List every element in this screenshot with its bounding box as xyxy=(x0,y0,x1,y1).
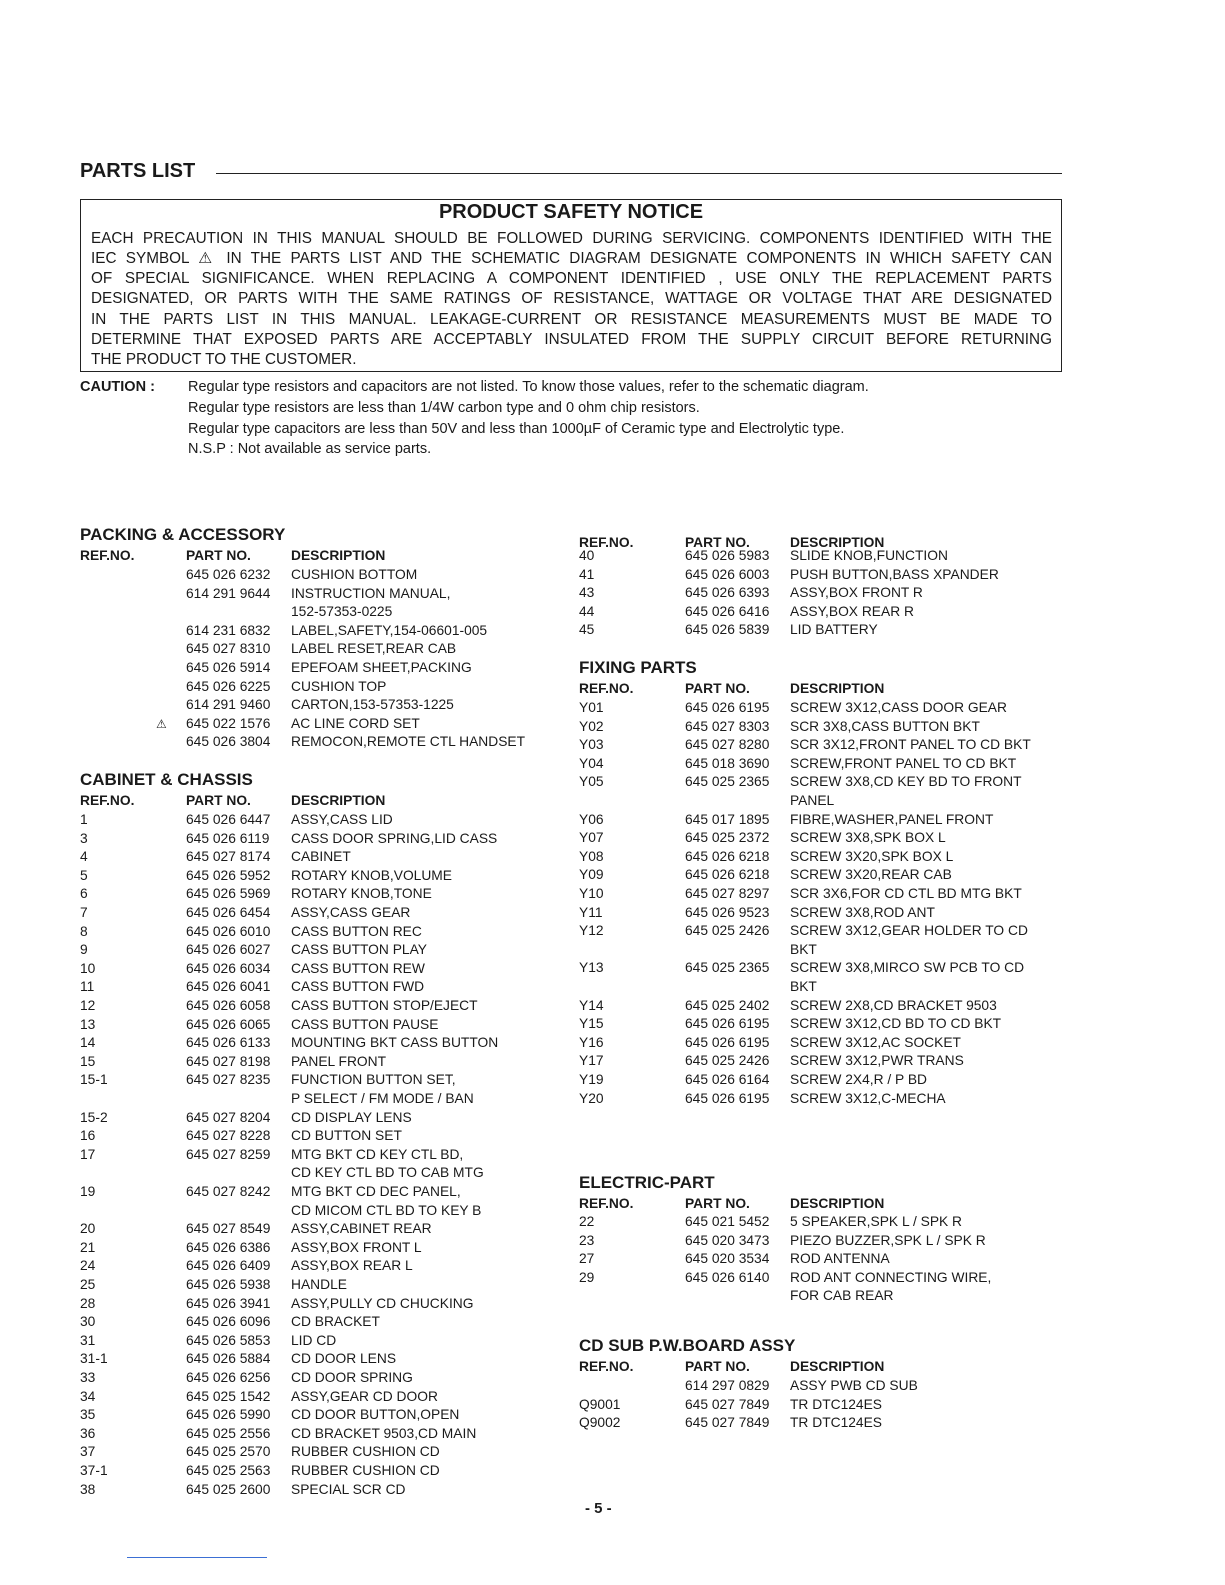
description: TR DTC124ES xyxy=(790,1415,883,1431)
part-no: 645 027 8310 xyxy=(186,641,271,657)
ref-no: Y09 xyxy=(579,867,604,883)
header-ref: REF.NO. xyxy=(80,793,135,808)
ref-no: 23 xyxy=(579,1232,595,1248)
ref-no: 15-2 xyxy=(80,1109,108,1125)
part-no: 645 026 6010 xyxy=(186,923,271,939)
part-no: 645 021 5452 xyxy=(685,1214,770,1229)
part-no: 645 026 6195 xyxy=(685,1090,770,1106)
description: ROD ANTENNA xyxy=(790,1251,890,1267)
ref-no: Y11 xyxy=(579,904,603,920)
description: CD DOOR BUTTON,OPEN xyxy=(291,1407,460,1423)
description: CASS DOOR SPRING,LID CASS xyxy=(291,830,498,846)
page-number: - 5 - xyxy=(585,1500,612,1517)
description: RUBBER CUSHION CD xyxy=(291,1444,440,1460)
description: TR DTC124ES xyxy=(790,1396,883,1412)
description: INSTRUCTION MANUAL, xyxy=(291,585,451,601)
part-no: 645 027 8242 xyxy=(186,1184,271,1199)
header-desc: DESCRIPTION xyxy=(790,1359,885,1374)
caution-line: Regular type resistors are less than 1/4W carbon type and 0 ohm chip resistors. xyxy=(188,400,700,416)
description: BKT xyxy=(790,941,817,957)
header-part: PART NO. xyxy=(186,793,251,808)
description: SCREW 3X12,GEAR HOLDER TO CD xyxy=(790,923,1028,939)
ref-no: 12 xyxy=(80,998,96,1013)
ref-no: Y12 xyxy=(579,923,604,939)
part-no: 645 026 6003 xyxy=(685,566,770,582)
ref-no: Y14 xyxy=(579,997,604,1013)
ref-no: 28 xyxy=(80,1295,96,1311)
ref-no: 24 xyxy=(80,1258,96,1274)
ref-no: 37 xyxy=(80,1444,96,1460)
description: ASSY,GEAR CD DOOR xyxy=(291,1388,438,1404)
safety-warning-icon: ⚠ xyxy=(156,716,167,731)
ref-no: 3 xyxy=(80,830,88,846)
description: MOUNTING BKT CASS BUTTON xyxy=(291,1035,499,1051)
header-part: PART NO. xyxy=(685,1196,750,1211)
part-no: 645 026 6218 xyxy=(685,867,770,883)
description: ASSY PWB CD SUB xyxy=(790,1378,918,1393)
description: PANEL xyxy=(790,793,835,808)
description: RUBBER CUSHION CD xyxy=(291,1463,440,1478)
description: ASSY,BOX FRONT L xyxy=(291,1239,422,1255)
description: CASS BUTTON FWD xyxy=(291,979,425,995)
description: SCREW 3X8,MIRCO SW PCB TO CD xyxy=(790,960,1025,976)
link-underline xyxy=(127,1557,267,1558)
caution-label: CAUTION : xyxy=(80,379,155,395)
ref-no: 1 xyxy=(80,812,88,827)
ref-no: 14 xyxy=(80,1035,96,1051)
part-no: 645 026 6416 xyxy=(685,603,770,619)
ref-no: Y08 xyxy=(579,848,604,864)
part-no: 645 018 3690 xyxy=(685,755,770,771)
ref-no: 31 xyxy=(80,1332,96,1348)
part-no: 645 026 6065 xyxy=(186,1016,271,1032)
part-no: 645 026 6454 xyxy=(186,905,271,920)
part-no: 645 017 1895 xyxy=(685,811,770,827)
description: ROD ANT CONNECTING WIRE, xyxy=(790,1269,992,1285)
description: CD DOOR LENS xyxy=(291,1351,397,1367)
header-ref: REF.NO. xyxy=(579,1359,634,1374)
ref-no: Y17 xyxy=(579,1053,604,1069)
ref-no: 20 xyxy=(80,1221,96,1237)
part-no: 645 026 6447 xyxy=(186,812,271,827)
header-ref: REF.NO. xyxy=(80,548,135,563)
ref-no: 15-1 xyxy=(80,1072,108,1088)
part-no: 645 025 2563 xyxy=(186,1463,271,1478)
part-no: 645 026 5938 xyxy=(186,1277,271,1292)
ref-no: 40 xyxy=(579,548,595,563)
part-no: 645 026 5839 xyxy=(685,622,770,638)
caution-line: Regular type capacitors are less than 50V and less than 1000µF of Ceramic type and Electrolytic type. xyxy=(188,421,845,437)
ref-no: 15 xyxy=(80,1053,96,1069)
description: CASS BUTTON REW xyxy=(291,960,425,976)
part-no: 645 027 8259 xyxy=(186,1146,271,1162)
part-no: 645 026 5914 xyxy=(186,660,271,675)
part-no: 645 026 5884 xyxy=(186,1351,271,1367)
ref-no: Y13 xyxy=(579,960,604,976)
part-no: 645 026 6027 xyxy=(186,942,271,958)
description: CASS BUTTON REC xyxy=(291,923,422,939)
description: 152-57353-0225 xyxy=(291,604,393,620)
ref-no: 16 xyxy=(80,1128,96,1144)
ref-no: 37-1 xyxy=(80,1463,108,1478)
part-no: 645 025 2600 xyxy=(186,1481,271,1497)
description: CD MICOM CTL BD TO KEY B xyxy=(291,1202,482,1218)
ref-no: Y06 xyxy=(579,811,604,827)
part-no: 645 026 6232 xyxy=(186,567,271,582)
description: SCREW 3X12,AC SOCKET xyxy=(790,1034,961,1050)
section-title: FIXING PARTS xyxy=(579,658,697,677)
part-no: 645 025 2365 xyxy=(685,774,770,790)
ref-no: 45 xyxy=(579,622,595,638)
part-no: 645 026 6409 xyxy=(186,1258,271,1274)
section-title: PACKING & ACCESSORY xyxy=(80,525,286,544)
description: CABINET xyxy=(291,849,351,865)
part-no: 645 026 6386 xyxy=(186,1239,271,1255)
header-ref: REF.NO. xyxy=(579,535,634,550)
part-no: 645 025 2570 xyxy=(186,1444,271,1460)
description: CD BUTTON SET xyxy=(291,1128,402,1144)
ref-no: Y16 xyxy=(579,1034,604,1050)
header-part: PART NO. xyxy=(685,535,750,550)
ref-no: 34 xyxy=(80,1388,96,1404)
header-desc: DESCRIPTION xyxy=(790,1196,885,1211)
ref-no: Q9002 xyxy=(579,1415,621,1431)
description: 5 SPEAKER,SPK L / SPK R xyxy=(790,1214,963,1229)
ref-no: Y02 xyxy=(579,718,604,734)
header-desc: DESCRIPTION xyxy=(291,548,386,563)
description: REMOCON,REMOTE CTL HANDSET xyxy=(291,734,526,750)
description: SCREW 2X4,R / P BD xyxy=(790,1072,927,1087)
header-desc: DESCRIPTION xyxy=(790,535,885,550)
ref-no: Y15 xyxy=(579,1016,604,1032)
ref-no: 38 xyxy=(80,1481,96,1497)
description: BKT xyxy=(790,979,817,994)
part-no: 614 291 9460 xyxy=(186,697,271,713)
part-no: 645 026 5983 xyxy=(685,548,770,563)
part-no: 645 026 6034 xyxy=(186,960,271,976)
part-no: 645 026 6058 xyxy=(186,998,271,1013)
ref-no: 13 xyxy=(80,1016,96,1032)
notice-line: OF SPECIAL SIGNIFICANCE. WHEN REPLACING A COMPONENT IDENTIFIED , USE ONLY THE REPLACEMENT PARTS xyxy=(91,270,1052,287)
notice-line: DETERMINE THAT EXPOSED PARTS ARE ACCEPTABLY INSULATED FROM THE SUPPLY CIRCUIT BEFORE RETURNING xyxy=(91,331,1052,348)
part-no: 645 026 6225 xyxy=(186,678,271,694)
caution-line: N.S.P : Not available as service parts. xyxy=(188,441,432,457)
header-part: PART NO. xyxy=(685,681,750,696)
description: SCREW 3X12,CASS DOOR GEAR xyxy=(790,700,1007,715)
part-no: 645 027 8198 xyxy=(186,1053,271,1069)
part-no: 645 020 3473 xyxy=(685,1232,770,1248)
description: CD BRACKET xyxy=(291,1314,380,1330)
description: ASSY,CASS LID xyxy=(291,812,393,827)
description: CASS BUTTON PAUSE xyxy=(291,1016,439,1032)
part-no: 645 027 8228 xyxy=(186,1128,271,1144)
notice-line: IEC SYMBOL ⚠ IN THE PARTS LIST AND THE SCHEMATIC DIAGRAM DESIGNATE COMPONENTS IN WHICH SAFETY CAN xyxy=(91,250,1052,267)
description: SCREW 3X20,REAR CAB xyxy=(790,867,952,883)
ref-no: 10 xyxy=(80,960,96,976)
description: CASS BUTTON PLAY xyxy=(291,942,427,958)
section-title: CABINET & CHASSIS xyxy=(80,770,253,789)
ref-no: 5 xyxy=(80,867,88,883)
description: ASSY,CABINET REAR xyxy=(291,1221,432,1237)
part-no: 645 025 2402 xyxy=(685,997,770,1013)
part-no: 645 027 8174 xyxy=(186,849,271,865)
header-ref: REF.NO. xyxy=(579,681,634,696)
part-no: 645 026 6164 xyxy=(685,1072,770,1087)
description: FIBRE,WASHER,PANEL FRONT xyxy=(790,811,994,827)
header-ref: REF.NO. xyxy=(579,1196,634,1211)
part-no: 645 026 6195 xyxy=(685,700,770,715)
section-title: ELECTRIC-PART xyxy=(579,1173,715,1192)
ref-no: 25 xyxy=(80,1277,96,1292)
ref-no: 11 xyxy=(80,979,95,995)
description: LID BATTERY xyxy=(790,622,878,638)
part-no: 645 027 7849 xyxy=(685,1396,770,1412)
ref-no: Y19 xyxy=(579,1072,604,1087)
part-no: 645 026 5853 xyxy=(186,1332,271,1348)
description: SCREW 3X8,CD KEY BD TO FRONT xyxy=(790,774,1022,790)
ref-no: 41 xyxy=(579,566,595,582)
description: CARTON,153-57353-1225 xyxy=(291,697,454,713)
description: AC LINE CORD SET xyxy=(291,715,420,731)
ref-no: Y07 xyxy=(579,830,604,846)
part-no: 645 020 3534 xyxy=(685,1251,770,1267)
notice-line: EACH PRECAUTION IN THIS MANUAL SHOULD BE FOLLOWED DURING SERVICING. COMPONENTS IDENTIFIED WITH THE xyxy=(91,230,1052,247)
ref-no: 44 xyxy=(579,603,595,619)
description: SCREW 3X20,SPK BOX L xyxy=(790,848,954,864)
part-no: 645 025 2426 xyxy=(685,923,770,939)
part-no: 645 025 2556 xyxy=(186,1425,271,1441)
description: SCREW 3X12,PWR TRANS xyxy=(790,1053,964,1069)
ref-no: 31-1 xyxy=(80,1351,108,1367)
description: CD DISPLAY LENS xyxy=(291,1109,412,1125)
description: SCREW,FRONT PANEL TO CD BKT xyxy=(790,755,1017,771)
ref-no: 27 xyxy=(579,1251,595,1267)
safety-notice-box xyxy=(80,199,1062,372)
ref-no: 6 xyxy=(80,886,88,902)
ref-no: 9 xyxy=(80,942,88,958)
description: MTG BKT CD DEC PANEL, xyxy=(291,1184,461,1199)
description: SCR 3X8,CASS BUTTON BKT xyxy=(790,718,980,734)
part-no: 645 026 5952 xyxy=(186,867,271,883)
ref-no: 33 xyxy=(80,1370,96,1385)
description: ASSY,BOX REAR R xyxy=(790,603,914,619)
part-no: 614 231 6832 xyxy=(186,622,271,638)
description: SCREW 3X8,SPK BOX L xyxy=(790,830,946,846)
notice-line: DESIGNATED, OR PARTS WITH THE SAME RATINGS OF RESISTANCE, WATTAGE OR VOLTAGE THAT ARE DESIGNATED xyxy=(91,290,1052,307)
ref-no: 29 xyxy=(579,1269,595,1285)
part-no: 645 026 9523 xyxy=(685,904,770,920)
description: SCR 3X12,FRONT PANEL TO CD BKT xyxy=(790,737,1031,753)
part-no: 645 027 8303 xyxy=(685,718,770,734)
part-no: 645 026 6195 xyxy=(685,1034,770,1050)
description: LABEL,SAFETY,154-06601-005 xyxy=(291,622,488,638)
description: CASS BUTTON STOP/EJECT xyxy=(291,998,478,1013)
part-no: 645 026 6218 xyxy=(685,848,770,864)
ref-no: 21 xyxy=(80,1239,96,1255)
part-no: 645 026 6195 xyxy=(685,1016,770,1032)
part-no: 645 027 8204 xyxy=(186,1109,271,1125)
description: ASSY,BOX FRONT R xyxy=(790,585,923,601)
part-no: 645 027 8235 xyxy=(186,1072,271,1088)
header-part: PART NO. xyxy=(186,548,251,563)
description: ASSY,BOX REAR L xyxy=(291,1258,413,1274)
ref-no: 4 xyxy=(80,849,88,865)
description: CD KEY CTL BD TO CAB MTG xyxy=(291,1165,484,1181)
description: HANDLE xyxy=(291,1277,347,1292)
description: SCREW 2X8,CD BRACKET 9503 xyxy=(790,997,997,1013)
part-no: 645 025 2372 xyxy=(685,830,770,846)
part-no: 645 026 3804 xyxy=(186,734,271,750)
part-no: 645 026 3941 xyxy=(186,1295,271,1311)
description: LABEL RESET,REAR CAB xyxy=(291,641,457,657)
description: LID CD xyxy=(291,1332,337,1348)
description: PANEL FRONT xyxy=(291,1053,387,1069)
page-title: PARTS LIST xyxy=(80,160,196,182)
description: PIEZO BUZZER,SPK L / SPK R xyxy=(790,1232,986,1248)
description: CD DOOR SPRING xyxy=(291,1370,413,1385)
caution-line: Regular type resistors and capacitors are not listed. To know those values, refer to the schematic diagram. xyxy=(188,379,869,395)
part-no: 645 027 8549 xyxy=(186,1221,271,1237)
description: SCREW 3X8,ROD ANT xyxy=(790,904,935,920)
part-no: 645 026 6393 xyxy=(685,585,770,601)
description: SCREW 3X12,C-MECHA xyxy=(790,1090,946,1106)
ref-no: Y04 xyxy=(579,755,604,771)
description: FOR CAB REAR xyxy=(790,1288,894,1304)
description: P SELECT / FM MODE / BAN xyxy=(291,1091,474,1106)
description: CUSHION TOP xyxy=(291,678,387,694)
header-desc: DESCRIPTION xyxy=(790,681,885,696)
description: ASSY,PULLY CD CHUCKING xyxy=(291,1295,474,1311)
description: MTG BKT CD KEY CTL BD, xyxy=(291,1146,464,1162)
notice-line: IN THE PARTS LIST IN THIS MANUAL. LEAKAGE-CURRENT OR RESISTANCE MEASUREMENTS MUST BE MADE TO xyxy=(91,311,1052,328)
title-rule xyxy=(216,173,1062,174)
ref-no: 43 xyxy=(579,585,595,601)
ref-no: 7 xyxy=(80,905,88,920)
section-title: CD SUB P.W.BOARD ASSY xyxy=(579,1336,796,1355)
part-no: 614 291 9644 xyxy=(186,585,271,601)
part-no: 645 026 5969 xyxy=(186,886,271,902)
ref-no: 19 xyxy=(80,1184,96,1199)
description: SCREW 3X12,CD BD TO CD BKT xyxy=(790,1016,1002,1032)
ref-no: Y01 xyxy=(579,700,604,715)
part-no: 645 027 7849 xyxy=(685,1415,770,1431)
description: SPECIAL SCR CD xyxy=(291,1481,406,1497)
part-no: 645 025 2365 xyxy=(685,960,770,976)
ref-no: Y20 xyxy=(579,1090,604,1106)
ref-no: Q9001 xyxy=(579,1396,621,1412)
part-no: 645 025 2426 xyxy=(685,1053,770,1069)
description: SLIDE KNOB,FUNCTION xyxy=(790,548,948,563)
part-no: 645 026 5990 xyxy=(186,1407,271,1423)
part-no: 645 026 6096 xyxy=(186,1314,271,1330)
description: ROTARY KNOB,TONE xyxy=(291,886,432,902)
safety-notice-title: PRODUCT SAFETY NOTICE xyxy=(438,201,704,223)
description: FUNCTION BUTTON SET, xyxy=(291,1072,456,1088)
part-no: 645 022 1576 xyxy=(186,715,271,731)
notice-line: THE PRODUCT TO THE CUSTOMER. xyxy=(91,351,357,368)
description: EPEFOAM SHEET,PACKING xyxy=(291,660,472,675)
ref-no: Y10 xyxy=(579,886,604,901)
part-no: 614 297 0829 xyxy=(685,1378,770,1393)
header-desc: DESCRIPTION xyxy=(291,793,386,808)
part-no: 645 027 8297 xyxy=(685,886,770,901)
ref-no: 22 xyxy=(579,1214,595,1229)
ref-no: Y03 xyxy=(579,737,604,753)
part-no: 645 026 6119 xyxy=(186,830,270,846)
part-no: 645 027 8280 xyxy=(685,737,770,753)
part-no: 645 026 6256 xyxy=(186,1370,271,1385)
ref-no: 8 xyxy=(80,923,88,939)
ref-no: 35 xyxy=(80,1407,96,1423)
description: ASSY,CASS GEAR xyxy=(291,905,411,920)
part-no: 645 026 6133 xyxy=(186,1035,271,1051)
ref-no: 36 xyxy=(80,1425,96,1441)
part-no: 645 025 1542 xyxy=(186,1388,271,1404)
description: SCR 3X6,FOR CD CTL BD MTG BKT xyxy=(790,886,1022,901)
description: ROTARY KNOB,VOLUME xyxy=(291,867,453,883)
part-no: 645 026 6140 xyxy=(685,1269,770,1285)
description: CUSHION BOTTOM xyxy=(291,567,418,582)
ref-no: 30 xyxy=(80,1314,96,1330)
description: CD BRACKET 9503,CD MAIN xyxy=(291,1425,477,1441)
ref-no: 17 xyxy=(80,1146,96,1162)
header-part: PART NO. xyxy=(685,1359,750,1374)
ref-no: Y05 xyxy=(579,774,604,790)
part-no: 645 026 6041 xyxy=(186,979,271,995)
description: PUSH BUTTON,BASS XPANDER xyxy=(790,566,999,582)
